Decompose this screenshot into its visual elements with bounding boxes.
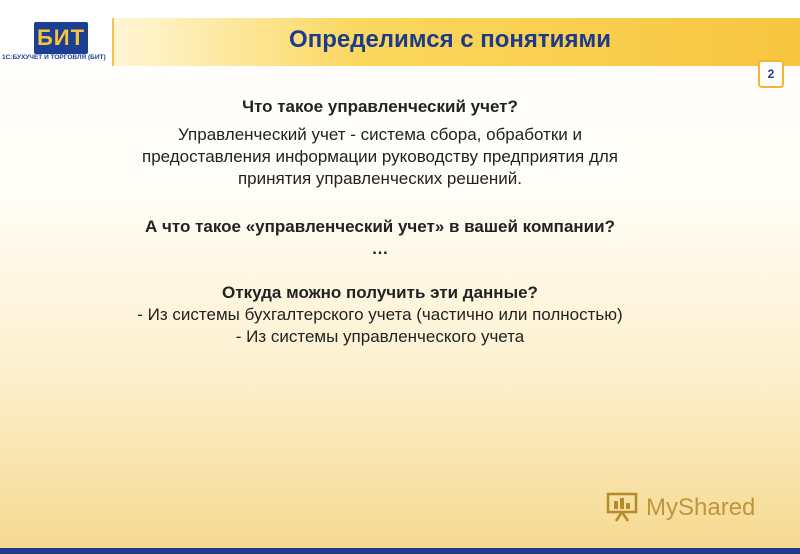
- definition-line-2: предоставления информации руководству предприятия для: [142, 147, 618, 166]
- slide-body: [60, 96, 700, 348]
- watermark: [606, 488, 776, 528]
- question-data-source: Откуда можно получить эти данные?: [222, 283, 538, 302]
- list-item-accounting-system: - Из системы бухгалтерского учета (частично или полностью): [137, 305, 623, 324]
- ellipsis: …: [371, 239, 389, 258]
- bottom-divider: [0, 548, 800, 554]
- logo-caption: 1С:БУХУЧЕТ И ТОРГОВЛЯ (БИТ): [2, 54, 106, 61]
- presentation-board-icon: [606, 492, 638, 522]
- watermark-text: MyShared: [646, 494, 756, 521]
- definition-line-3: принятия управленческих решений.: [237, 169, 523, 188]
- logo-text: БИТ: [36, 25, 86, 50]
- slide-title: Определимся с понятиями: [289, 26, 611, 53]
- definition-line-1: Управленческий учет - система сбора, обработки и: [178, 125, 582, 144]
- question-in-your-company: А что такое «управленческий учет» в вашей компании?: [145, 217, 615, 236]
- company-logo: [0, 18, 114, 66]
- logo-mark: [34, 22, 88, 54]
- question-what-is: Что такое управленческий учет?: [242, 97, 518, 116]
- list-item-management-system: - Из системы управленческого учета: [235, 327, 525, 346]
- page-number-badge: 2: [758, 60, 784, 88]
